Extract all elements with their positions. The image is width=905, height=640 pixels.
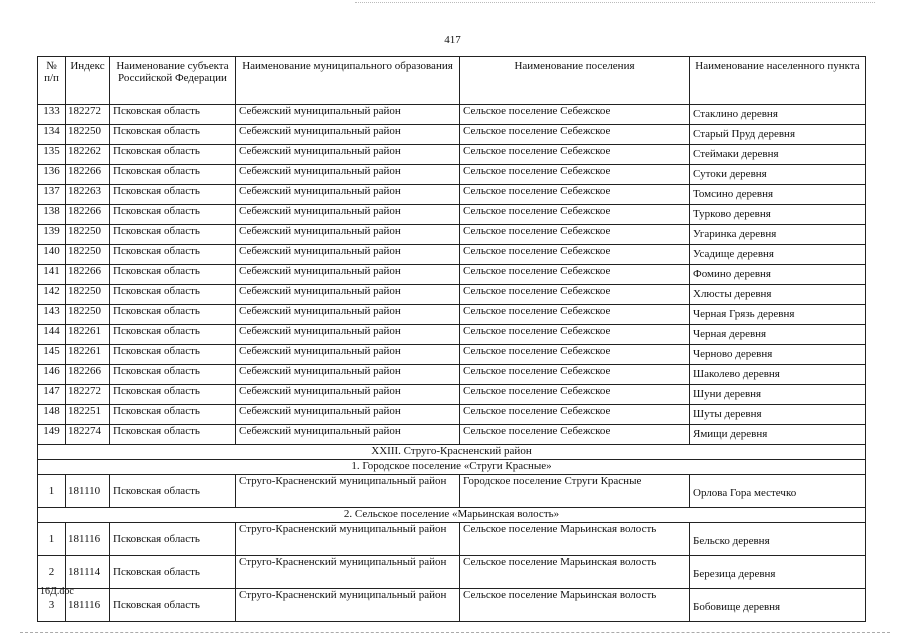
cell-num: 143 [38, 305, 66, 325]
cell-num: 135 [38, 145, 66, 165]
cell-municipality: Себежский муниципальный район [236, 385, 460, 405]
cell-num: 149 [38, 425, 66, 445]
cell-municipality: Себежский муниципальный район [236, 185, 460, 205]
table-row [38, 285, 866, 305]
cell-locality: Шаколево деревня [690, 365, 866, 385]
table-row [38, 589, 866, 622]
cell-settlement: Сельское поселение Себежское [460, 345, 690, 365]
cell-locality: Ямищи деревня [690, 425, 866, 445]
cell-locality: Стеймаки деревня [690, 145, 866, 165]
cell-index: 181116 [66, 589, 110, 622]
cell-settlement: Сельское поселение Себежское [460, 285, 690, 305]
cell-num: 140 [38, 245, 66, 265]
cell-index: 182250 [66, 305, 110, 325]
header-row [38, 57, 866, 105]
cell-municipality: Себежский муниципальный район [236, 165, 460, 185]
cell-index: 182272 [66, 105, 110, 125]
cell-num: 142 [38, 285, 66, 305]
cell-locality: Усадище деревня [690, 245, 866, 265]
cell-settlement: Сельское поселение Себежское [460, 205, 690, 225]
cell-subject: Псковская область [110, 105, 236, 125]
table-row [38, 556, 866, 589]
cell-municipality: Себежский муниципальный район [236, 425, 460, 445]
cell-settlement: Городское поселение Струги Красные [460, 475, 690, 508]
cell-settlement: Сельское поселение Себежское [460, 425, 690, 445]
table-row [38, 245, 866, 265]
cell-subject: Псковская область [110, 425, 236, 445]
cell-subject: Псковская область [110, 556, 236, 589]
cell-num: 133 [38, 105, 66, 125]
cell-settlement: Сельское поселение Себежское [460, 105, 690, 125]
table-row [38, 225, 866, 245]
settlement-subsection [38, 460, 866, 475]
cell-subject: Псковская область [110, 385, 236, 405]
table-row [38, 523, 866, 556]
cell-settlement: Сельское поселение Себежское [460, 225, 690, 245]
cell-settlement: Сельское поселение Себежское [460, 265, 690, 285]
cell-locality: Старый Пруд деревня [690, 125, 866, 145]
cell-index: 182263 [66, 185, 110, 205]
cell-num: 147 [38, 385, 66, 405]
cell-municipality: Себежский муниципальный район [236, 305, 460, 325]
cell-settlement: Сельское поселение Марьинская волость [460, 589, 690, 622]
cell-locality: Орлова Гора местечко [690, 475, 866, 508]
table-row [38, 105, 866, 125]
cell-municipality: Себежский муниципальный район [236, 365, 460, 385]
cell-index: 182266 [66, 365, 110, 385]
cell-municipality: Себежский муниципальный район [236, 205, 460, 225]
settlement-subsection-title: 1. Городское поселение «Струги Красные» [38, 460, 866, 475]
cell-municipality: Себежский муниципальный район [236, 405, 460, 425]
cell-subject: Псковская область [110, 185, 236, 205]
cell-subject: Псковская область [110, 145, 236, 165]
cell-index: 181114 [66, 556, 110, 589]
page-number: 417 [444, 34, 461, 46]
cell-index: 182261 [66, 345, 110, 365]
cell-municipality: Себежский муниципальный район [236, 345, 460, 365]
cell-settlement: Сельское поселение Себежское [460, 405, 690, 425]
cell-subject: Псковская область [110, 345, 236, 365]
cell-num: 3 [38, 589, 66, 622]
scan-edge-bottom [20, 632, 890, 634]
cell-settlement: Сельское поселение Марьинская волость [460, 556, 690, 589]
cell-index: 182274 [66, 425, 110, 445]
cell-locality: Шуты деревня [690, 405, 866, 425]
cell-locality: Хлюсты деревня [690, 285, 866, 305]
cell-locality: Стаклино деревня [690, 105, 866, 125]
cell-locality: Томсино деревня [690, 185, 866, 205]
cell-locality: Бельско деревня [690, 523, 866, 556]
table-row [38, 265, 866, 285]
cell-subject: Псковская область [110, 589, 236, 622]
cell-num: 138 [38, 205, 66, 225]
cell-locality: Березица деревня [690, 556, 866, 589]
cell-num: 144 [38, 325, 66, 345]
table-row [38, 475, 866, 508]
cell-index: 182250 [66, 245, 110, 265]
table-row [38, 185, 866, 205]
district-section-title: XXIII. Струго-Красненский район [38, 445, 866, 460]
table-row [38, 125, 866, 145]
cell-num: 136 [38, 165, 66, 185]
cell-municipality: Струго-Красненский муниципальный район [236, 523, 460, 556]
cell-settlement: Сельское поселение Себежское [460, 325, 690, 345]
table-row [38, 345, 866, 365]
cell-locality: Угаринка деревня [690, 225, 866, 245]
cell-municipality: Себежский муниципальный район [236, 105, 460, 125]
cell-municipality: Себежский муниципальный район [236, 145, 460, 165]
cell-locality: Сутоки деревня [690, 165, 866, 185]
cell-subject: Псковская область [110, 285, 236, 305]
cell-municipality: Струго-Красненский муниципальный район [236, 475, 460, 508]
cell-num: 1 [38, 523, 66, 556]
cell-subject: Псковская область [110, 305, 236, 325]
cell-index: 182250 [66, 285, 110, 305]
table-row [38, 145, 866, 165]
cell-num: 141 [38, 265, 66, 285]
cell-num: 145 [38, 345, 66, 365]
cell-index: 182251 [66, 405, 110, 425]
header-index: Индекс [66, 57, 110, 105]
cell-subject: Псковская область [110, 325, 236, 345]
cell-municipality: Себежский муниципальный район [236, 285, 460, 305]
cell-settlement: Сельское поселение Себежское [460, 165, 690, 185]
header-locality: Наименование населенного пункта [690, 57, 866, 105]
cell-settlement: Сельское поселение Себежское [460, 365, 690, 385]
cell-index: 182266 [66, 265, 110, 285]
locality-table [37, 56, 866, 622]
cell-subject: Псковская область [110, 225, 236, 245]
cell-subject: Псковская область [110, 165, 236, 185]
header-settlement: Наименование поселения [460, 57, 690, 105]
cell-municipality: Струго-Красненский муниципальный район [236, 556, 460, 589]
header-municipality: Наименование муниципального образования [236, 57, 460, 105]
cell-index: 181110 [66, 475, 110, 508]
cell-num: 148 [38, 405, 66, 425]
cell-num: 2 [38, 556, 66, 589]
table-row [38, 305, 866, 325]
table-row [38, 425, 866, 445]
cell-municipality: Себежский муниципальный район [236, 265, 460, 285]
cell-locality: Черново деревня [690, 345, 866, 365]
cell-locality: Шуни деревня [690, 385, 866, 405]
cell-subject: Псковская область [110, 475, 236, 508]
cell-index: 182250 [66, 225, 110, 245]
cell-index: 181116 [66, 523, 110, 556]
settlement-subsection-title: 2. Сельское поселение «Марьинская волость» [38, 508, 866, 523]
cell-municipality: Себежский муниципальный район [236, 325, 460, 345]
settlement-subsection [38, 508, 866, 523]
cell-locality: Фомино деревня [690, 265, 866, 285]
cell-num: 134 [38, 125, 66, 145]
cell-index: 182266 [66, 165, 110, 185]
cell-locality: Турково деревня [690, 205, 866, 225]
cell-index: 182266 [66, 205, 110, 225]
cell-index: 182261 [66, 325, 110, 345]
table-row [38, 365, 866, 385]
cell-subject: Псковская область [110, 125, 236, 145]
cell-num: 137 [38, 185, 66, 205]
table-row [38, 405, 866, 425]
cell-num: 139 [38, 225, 66, 245]
cell-municipality: Себежский муниципальный район [236, 125, 460, 145]
cell-settlement: Сельское поселение Марьинская волость [460, 523, 690, 556]
cell-index: 182262 [66, 145, 110, 165]
table-row [38, 325, 866, 345]
cell-index: 182272 [66, 385, 110, 405]
cell-municipality: Себежский муниципальный район [236, 245, 460, 265]
cell-settlement: Сельское поселение Себежское [460, 245, 690, 265]
cell-subject: Псковская область [110, 245, 236, 265]
cell-settlement: Сельское поселение Себежское [460, 305, 690, 325]
cell-subject: Псковская область [110, 405, 236, 425]
cell-index: 182250 [66, 125, 110, 145]
cell-settlement: Сельское поселение Себежское [460, 385, 690, 405]
cell-municipality: Себежский муниципальный район [236, 225, 460, 245]
cell-subject: Псковская область [110, 205, 236, 225]
table-row [38, 385, 866, 405]
cell-subject: Псковская область [110, 523, 236, 556]
cell-municipality: Струго-Красненский муниципальный район [236, 589, 460, 622]
cell-subject: Псковская область [110, 265, 236, 285]
cell-locality: Черная деревня [690, 325, 866, 345]
header-num: № п/п [38, 57, 66, 105]
cell-settlement: Сельское поселение Себежское [460, 145, 690, 165]
header-subject: Наименование субъекта Российской Федерации [110, 57, 236, 105]
cell-num: 146 [38, 365, 66, 385]
cell-locality: Бобовище деревня [690, 589, 866, 622]
cell-locality: Черная Грязь деревня [690, 305, 866, 325]
cell-subject: Псковская область [110, 365, 236, 385]
file-name-footer: 16Д.doc [40, 586, 74, 597]
table-row [38, 165, 866, 185]
cell-num: 1 [38, 475, 66, 508]
district-section [38, 445, 866, 460]
cell-settlement: Сельское поселение Себежское [460, 185, 690, 205]
table-row [38, 205, 866, 225]
cell-settlement: Сельское поселение Себежское [460, 125, 690, 145]
scan-edge-top [355, 2, 875, 4]
